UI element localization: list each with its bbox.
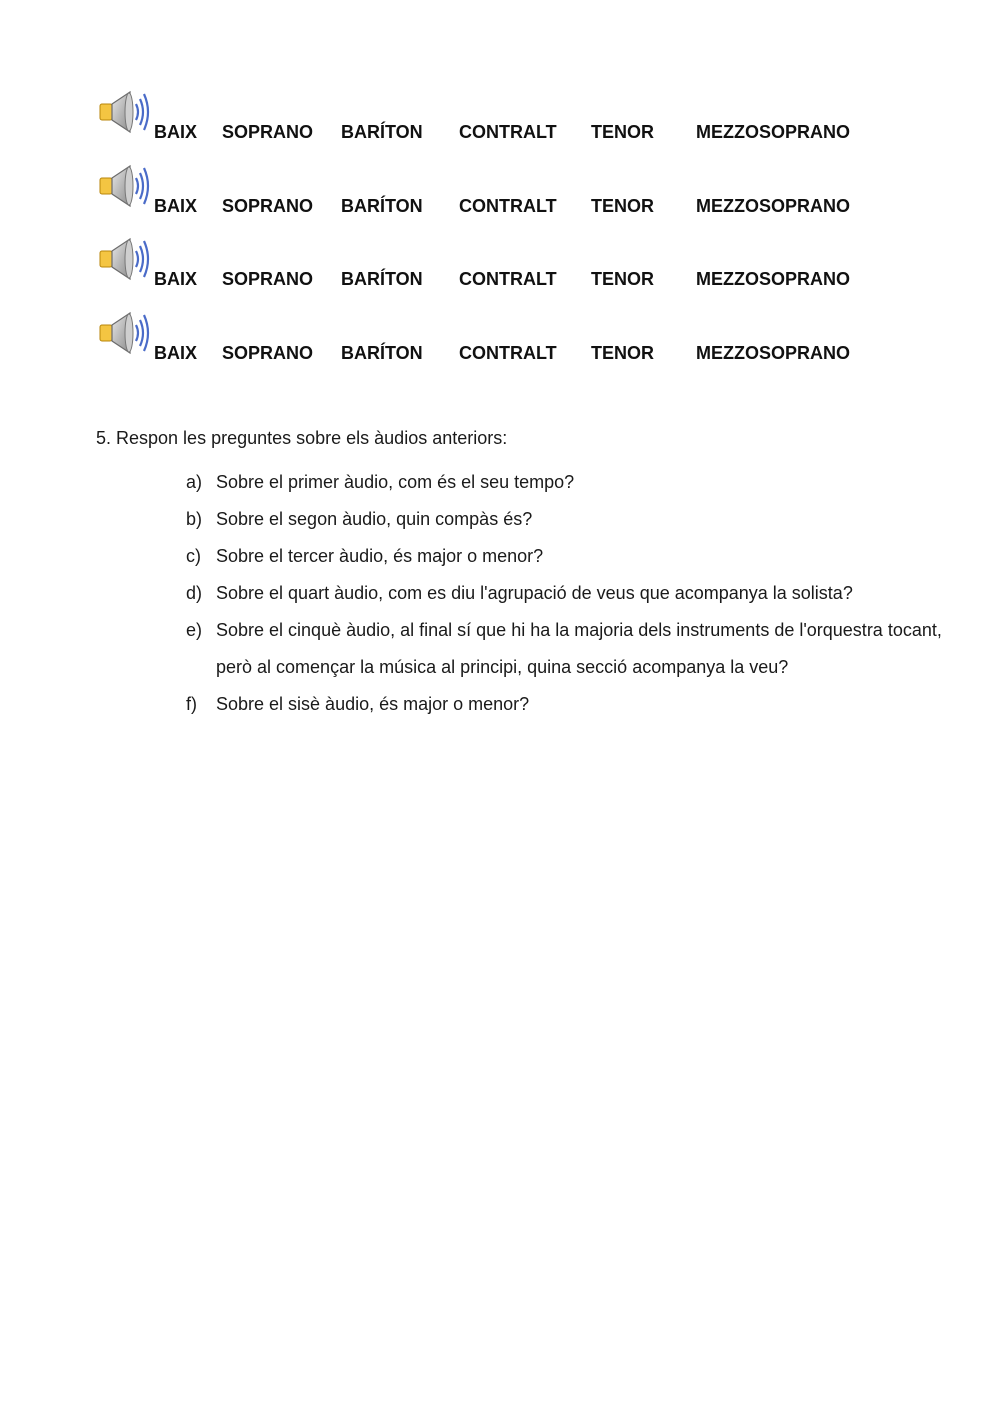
question-item xyxy=(186,464,946,501)
question-item xyxy=(186,575,946,612)
voice-options-row xyxy=(96,196,896,222)
option-baix[interactable]: BAIX xyxy=(154,196,198,216)
question-text: Sobre el segon àudio, quin compàs és? xyxy=(216,509,533,529)
question-item xyxy=(186,612,946,686)
option-soprano[interactable]: SOPRANO xyxy=(222,122,314,142)
option-contralt[interactable]: CONTRALT xyxy=(459,122,557,142)
section-5-title: 5. Respon les preguntes sobre els àudios anteriors: xyxy=(96,428,508,448)
option-soprano[interactable]: SOPRANO xyxy=(222,343,314,363)
option-mezzosoprano[interactable]: MEZZOSOPRANO xyxy=(696,343,851,363)
question-letter: b) xyxy=(186,509,203,529)
voice-options-row xyxy=(96,343,896,369)
question-item xyxy=(186,686,946,723)
question-letter: a) xyxy=(186,472,203,492)
option-mezzosoprano[interactable]: MEZZOSOPRANO xyxy=(696,122,851,142)
question-text: Sobre el tercer àudio, és major o menor? xyxy=(216,546,544,566)
option-soprano[interactable]: SOPRANO xyxy=(222,196,314,216)
question-text: Sobre el quart àudio, com es diu l'agrupació de veus que acompanya la solista? xyxy=(216,583,853,603)
option-tenor[interactable]: TENOR xyxy=(591,122,654,142)
option-tenor[interactable]: TENOR xyxy=(591,343,654,363)
option-baix[interactable]: BAIX xyxy=(154,269,198,289)
question-letter: d) xyxy=(186,583,203,603)
option-baix[interactable]: BAIX xyxy=(154,122,198,142)
question-text: Sobre el primer àudio, com és el seu tempo? xyxy=(216,472,575,492)
question-letter: f) xyxy=(186,694,197,714)
question-letter: e) xyxy=(186,620,203,640)
option-bariton[interactable]: BARÍTON xyxy=(341,343,423,363)
question-item xyxy=(186,501,946,538)
option-contralt[interactable]: CONTRALT xyxy=(459,269,557,289)
option-tenor[interactable]: TENOR xyxy=(591,269,654,289)
option-bariton[interactable]: BARÍTON xyxy=(341,269,423,289)
option-tenor[interactable]: TENOR xyxy=(591,196,654,216)
question-item xyxy=(186,538,946,575)
option-contralt[interactable]: CONTRALT xyxy=(459,343,557,363)
question-text: Sobre el sisè àudio, és major o menor? xyxy=(216,694,530,714)
audio-question-2 xyxy=(96,162,896,236)
voice-options-row xyxy=(96,269,896,295)
option-baix[interactable]: BAIX xyxy=(154,343,198,363)
question-letter: c) xyxy=(186,546,201,566)
option-mezzosoprano[interactable]: MEZZOSOPRANO xyxy=(696,196,851,216)
option-bariton[interactable]: BARÍTON xyxy=(341,196,423,216)
question-text: Sobre el cinquè àudio, al final sí que hi ha la majoria dels instruments de l'orquestra tocant, però al començar la música al principi, quina secció acompanya la veu? xyxy=(216,620,942,677)
audio-question-4 xyxy=(96,309,896,383)
option-mezzosoprano[interactable]: MEZZOSOPRANO xyxy=(696,269,851,289)
option-bariton[interactable]: BARÍTON xyxy=(341,122,423,142)
audio-question-1 xyxy=(96,88,896,162)
option-contralt[interactable]: CONTRALT xyxy=(459,196,557,216)
voice-options-row xyxy=(96,122,896,148)
audio-question-3 xyxy=(96,235,896,309)
question-list xyxy=(186,464,946,723)
option-soprano[interactable]: SOPRANO xyxy=(222,269,314,289)
